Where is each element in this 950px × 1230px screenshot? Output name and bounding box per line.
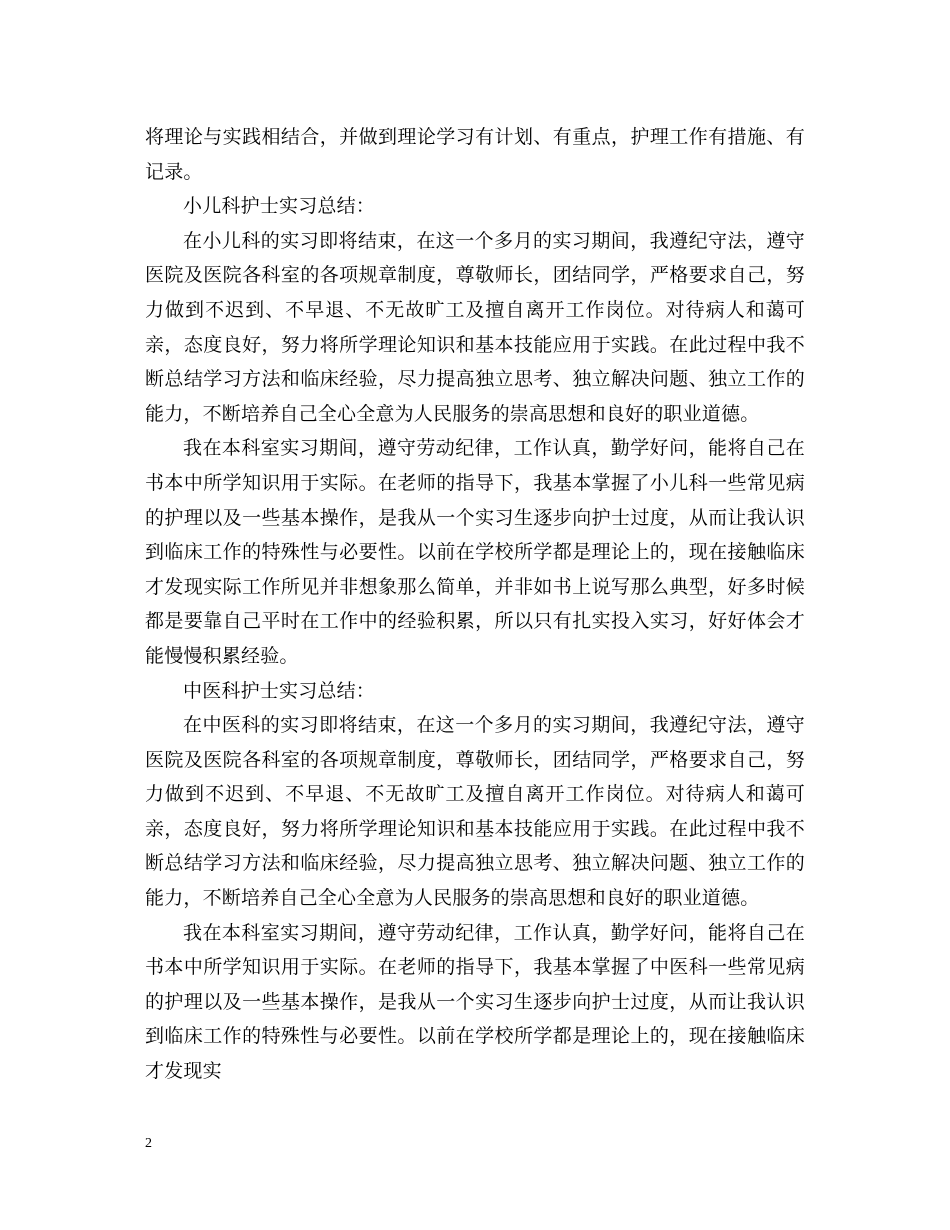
body-text <box>145 120 805 1089</box>
paragraph-pediatrics-learning: 我在本科室实习期间，遵守劳动纪律，工作认真，勤学好问，能将自己在书本中所学知识用于实际。在老师的指导下，我基本掌握了小儿科一些常见病的护理以及一些基本操作，是我从一个实习生逐步向护士过度，从而让我认识到临床工作的特殊性与必要性。以前在学校所学都是理论上的，现在接触临床才发现实际工作所见并非想象那么简单，并非如书上说写那么典型，好多时候都是要靠自己平时在工作中的经验积累，所以只有扎实投入实习，好好体会才能慢慢积累经验。 <box>145 437 805 667</box>
paragraph-pediatrics-conduct: 在小儿科的实习即将结束，在这一个多月的实习期间，我遵纪守法，遵守医院及医院各科室的各项规章制度，尊敬师长，团结同学，严格要求自己，努力做到不迟到、不早退、不无故旷工及擅自离开工作岗位。对待病人和蔼可亲，态度良好，努力将所学理论知识和基本技能应用于实践。在此过程中我不断总结学习方法和临床经验，尽力提高独立思考、独立解决问题、独立工作的能力，不断培养自己全心全意为人民服务的崇高思想和良好的职业道德。 <box>145 229 805 425</box>
paragraph-continuation: 将理论与实践相结合，并做到理论学习有计划、有重点，护理工作有措施、有记录。 <box>145 126 805 183</box>
section-heading-pediatrics: 小儿科护士实习总结： <box>183 195 376 218</box>
page-number: 2 <box>145 1136 152 1151</box>
section-heading-tcm: 中医科护士实习总结： <box>183 679 376 702</box>
paragraph-tcm-conduct: 在中医科的实习即将结束，在这一个多月的实习期间，我遵纪守法，遵守医院及医院各科室的各项规章制度，尊敬师长，团结同学，严格要求自己，努力做到不迟到、不早退、不无故旷工及擅自离开工作岗位。对待病人和蔼可亲，态度良好，努力将所学理论知识和基本技能应用于实践。在此过程中我不断总结学习方法和临床经验，尽力提高独立思考、独立解决问题、独立工作的能力，不断培养自己全心全意为人民服务的崇高思想和良好的职业道德。 <box>145 714 805 910</box>
paragraph-tcm-learning: 我在本科室实习期间，遵守劳动纪律，工作认真，勤学好问，能将自己在书本中所学知识用于实际。在老师的指导下，我基本掌握了中医科一些常见病的护理以及一些基本操作，是我从一个实习生逐步向护士过度，从而让我认识到临床工作的特殊性与必要性。以前在学校所学都是理论上的，现在接触临床才发现实 <box>145 921 805 1083</box>
